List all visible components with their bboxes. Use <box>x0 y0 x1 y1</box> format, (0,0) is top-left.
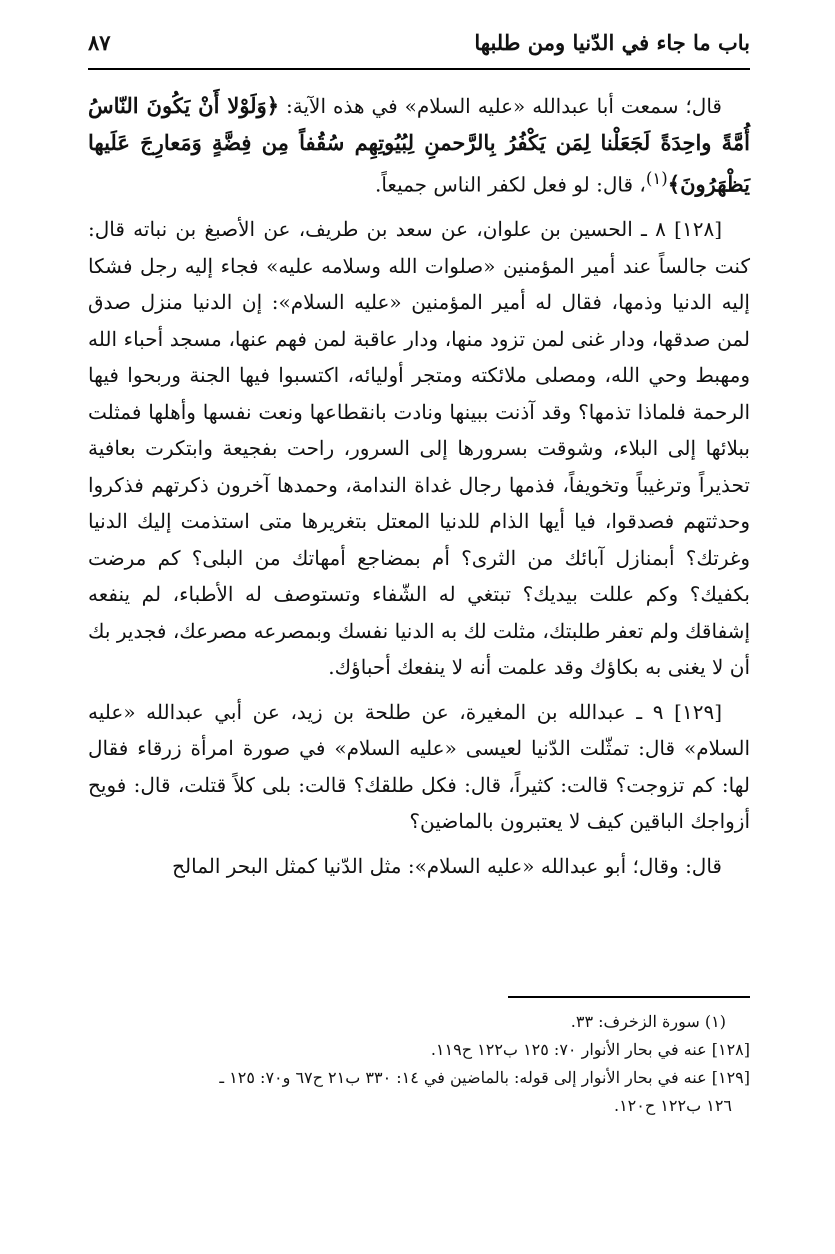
hadith-128: [١٢٨] ٨ ـ الحسين بن علوان، عن سعد بن طريف، عن الأصبغ بن نباته قال: كنت جالساً عند أمير المؤمنين «صلوات الله وسلامه عليه» فجاء إليه رجل فشكا إليه الدنيا وذمها، فقال له أمير المؤمنين «عليه السلام»: إن الدنيا منزل صدق لمن صدقها، ودار غنى لمن تزود منها، ودار عاقبة لمن فهم عنها، مسجد أحباء الله ومهبط وحي الله، ومصلى ملائكته ومتجر أوليائه، اكتسبوا فيها الجنة وربحوا فيها الرحمة فلماذا تذمها؟ وقد آذنت ببينها ونادت بانقطاعها ونعت نفسها وأهلها فمثلت ببلائها إلى البلاء، وشوقت بسرورها إلى السرور، راحت بفجيعة وابتكرت بعافية تحذيراً وترغيباً وتخويفاً، فذمها رجال غداة الندامة، وحمدها آخرون ذكرتهم فذكروا وحدثتهم فصدقوا، فيا أيها الذام للدنيا المعتل بتغريرها متى استذمت إليك الدنيا وغرتك؟ أبمنازل آبائك من الثرى؟ أم بمضاجع أمهاتك من البلى؟ كم مرضت بكفيك؟ وكم عللت بيديك؟ تبتغي له الشّفاء وتستوصف له الأطباء، لم ينفعه إشفاقك ولم تعفر طلبتك، مثلت لك به الدنيا نفسك وبمصرعه مصرعك، فجدير بك أن لا يغنى به بكاؤك وقد علمت أنه لا ينفعك أحباؤك. <box>88 217 750 680</box>
verse-intro: قال؛ سمعت أبا عبدالله «عليه السلام» في هذه الآية: <box>279 94 722 118</box>
paragraph-quran-verse <box>88 88 750 203</box>
footnote-1: (١) سورة الزخرف: ٣٣. <box>570 1012 726 1031</box>
main-text <box>88 88 750 884</box>
footnote-128: [١٢٨] عنه في بحار الأنوار ٧٠: ١٢٥ ب١٢٢ ح١١٩. <box>430 1040 750 1059</box>
footnotes <box>78 1008 750 1120</box>
quran-verse: ﴿وَلَوْلا أَنْ يَكُونَ النّاسُ أُمَّةً واحِدَةً لَجَعَلْنا لِمَن يَكْفُرُ بِالرَّحمنِ لِبُيُوتِهِم سُقُفاً مِن فِضَّةٍ وَمَعارِجَ عَلَيها يَظْهَرُونَ﴾ <box>88 93 750 197</box>
header-rule <box>88 68 750 70</box>
page-header <box>88 22 750 66</box>
running-head: باب ما جاء في الدّنيا ومن طلبها <box>474 30 750 55</box>
footnote-129-line-1: [١٢٩] عنه في بحار الأنوار إلى قوله: بالماضين في ١٤: ٣٣٠ ب٢١ ح٦٧ و٧٠: ١٢٥ ـ <box>219 1068 750 1087</box>
verse-comment: ، قال: لو فعل لكفر الناس جميعاً. <box>374 172 646 197</box>
footnote-ref: (١) <box>645 169 668 188</box>
footnote-rule <box>508 996 750 998</box>
footnote-129-line-2: ١٢٦ ب١٢٢ ح١٢٠. <box>613 1096 732 1115</box>
page-number: ٨٧ <box>88 30 111 55</box>
hadith-129: [١٢٩] ٩ ـ عبدالله بن المغيرة، عن طلحة بن زيد، عن أبي عبدالله «عليه السلام» قال: تمثّلت الدّنيا لعيسى «عليه السلام» في صورة امرأة زرقاء فقال لها: كم تزوجت؟ قالت: كثيراً، قال: فكل طلقك؟ قالت: بلى كلاً قتلت، قال: فويح أزواجك الباقين كيف لا يعتبرون بالماضين؟ <box>88 699 750 834</box>
hadith-continuation: قال: وقال؛ أبو عبدالله «عليه السلام»: مثل الدّنيا كمثل البحر المالح <box>172 853 722 878</box>
